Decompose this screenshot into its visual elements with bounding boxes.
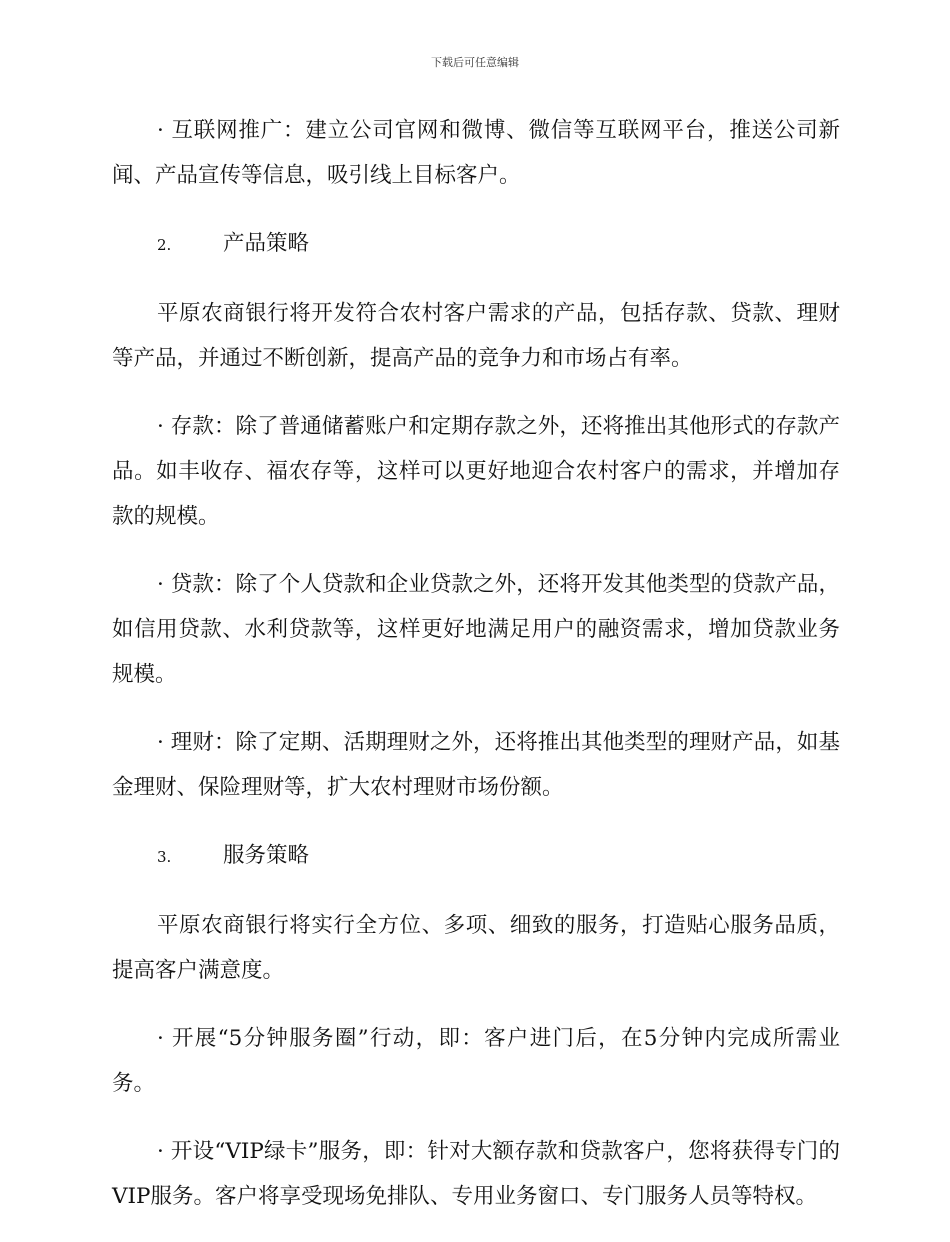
- paragraph: · 贷款：除了个人贷款和企业贷款之外，还将开发其他类型的贷款产品，如信用贷款、水利贷款等，这样更好地满足用户的融资需求，增加贷款业务规模。: [112, 572, 840, 687]
- paragraph: · 理财：除了定期、活期理财之外，还将推出其他类型的理财产品，如基金理财、保险理财等，扩大农村理财市场份额。: [112, 730, 840, 800]
- paragraph: 平原农商银行将实行全方位、多项、细致的服务，打造贴心服务品质，提高客户满意度。: [112, 913, 840, 983]
- paragraph: · 互联网推广：建立公司官网和微博、微信等互联网平台，推送公司新闻、产品宣传等信息，吸引线上目标客户。: [112, 118, 840, 188]
- paragraph: 平原农商银行将开发符合农村客户需求的产品，包括存款、贷款、理财等产品，并通过不断创新，提高产品的竞争力和市场占有率。: [112, 301, 840, 371]
- page-header: 下载后可任意编辑: [431, 56, 519, 69]
- section-heading: [112, 833, 840, 880]
- paragraph: · 开展“5分钟服务圈”行动，即：客户进门后，在5分钟内完成所需业务。: [112, 1026, 840, 1096]
- document-body: [112, 108, 840, 1242]
- paragraph: · 开设“VIP绿卡”服务，即：针对大额存款和贷款客户，您将获得专门的VIP服务。客户将享受现场免排队、专用业务窗口、专门服务人员等特权。: [112, 1139, 840, 1209]
- section-heading: [112, 221, 840, 268]
- section-title: 服务策略: [223, 843, 310, 868]
- section-number: 2.: [157, 236, 172, 254]
- paragraph: · 存款：除了普通储蓄账户和定期存款之外，还将推出其他形式的存款产品。如丰收存、福农存等，这样可以更好地迎合农村客户的需求，并增加存款的规模。: [112, 414, 840, 529]
- section-title: 产品策略: [223, 231, 310, 256]
- section-number: 3.: [157, 848, 172, 866]
